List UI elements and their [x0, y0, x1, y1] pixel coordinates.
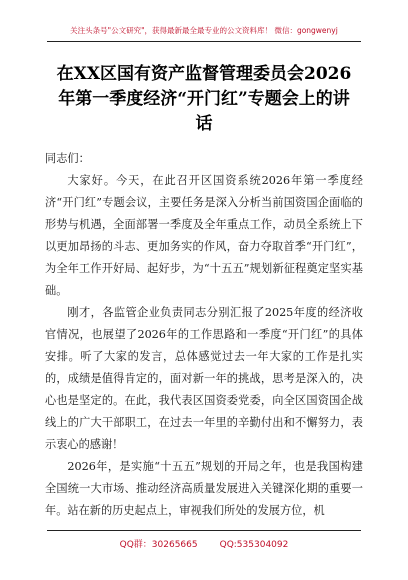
- footer-contact: [0, 537, 408, 550]
- header-promo-note: 关注头条号"公文研究"，获得最新最全最专业的公文资料库！ 微信：gongwenyj: [70, 26, 338, 35]
- qq-group-text: QQ群：30265665: [119, 540, 198, 550]
- header-divider: [47, 41, 361, 42]
- paragraph: 2026年，是实施“十五五”规划的开局之年，也是我国构建全国统一大市场、推动经济高质量发展进入关键深化期的重要一年。站在新的历史起点上，审视我们所处的发展方位，机: [45, 460, 363, 517]
- qq-number-text: QQ:535304092: [219, 540, 289, 550]
- salutation: 同志们：: [45, 152, 90, 165]
- document-title: 在XX区国有资产监督管理委员会2026年第一季度经济“开门红”专题会上的讲话: [56, 64, 352, 134]
- footer-divider: [47, 530, 361, 531]
- document-body: [45, 148, 363, 522]
- paragraph: 大家好。今天，在此召开区国资系统2026年第一季度经济“开门红”专题会议，主要任务是深入分析当前国资国企面临的形势与机遇，全面部署一季度及全年重点工作，动员全系统上下以更加昂扬的斗志、更加务实的作风，奋力夺取首季“开门红”，为全年工作开好局、起好步，为“十五五”规划新征程奠定坚实基础。: [45, 174, 363, 297]
- paragraph: 刚才，各监管企业负责同志分别汇报了2025年度的经济收官情况，也展望了2026年的工作思路和一季度“开门红”的具体安排。听了大家的发言，总体感觉过去一年大家的工作是扎实的，成绩是值得肯定的，面对新一年的挑战，思考是深入的，决心也是坚定的。在此，我代表区国资委党委，向全区国资国企战线上的广大干部职工，在过去一年里的辛勤付出和不懈努力，表示衷心的感谢！: [45, 306, 363, 451]
